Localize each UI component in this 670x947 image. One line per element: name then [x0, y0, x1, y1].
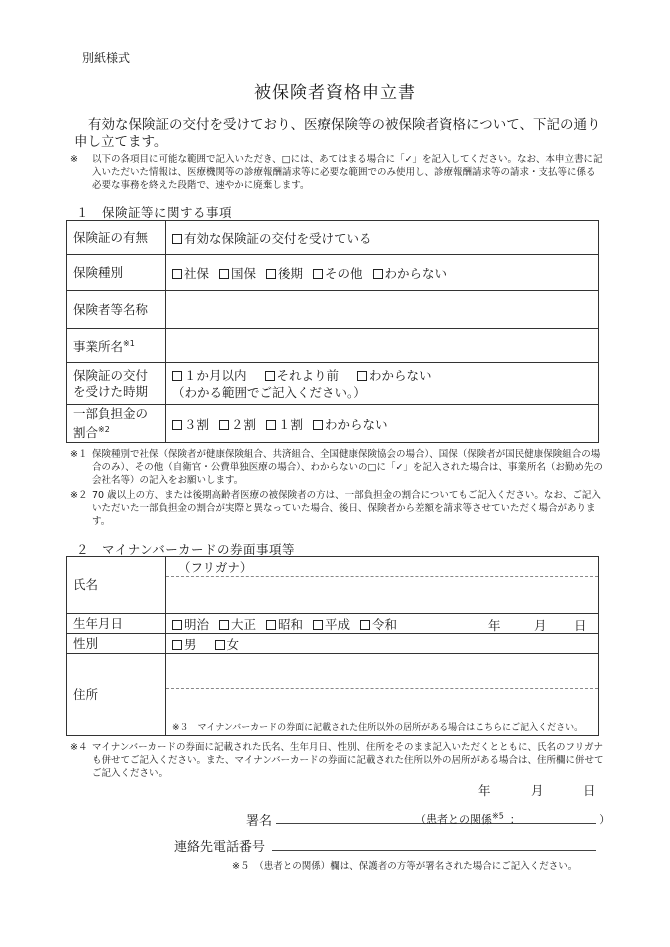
note-4: ※４ マイナンバーカードの券面に記載された氏名、生年月日、性別、住所をそのまま記入いただくとともに、氏名のフリガナも併せてご記入ください。また、マイナンバーカードの券面に記載された住所以外の居所がある場合は、住所欄に併せてご記入ください。 — [70, 742, 604, 779]
date-month-unit: 月 — [531, 783, 544, 798]
checkbox-icon[interactable] — [172, 420, 182, 430]
address-note: ※３ マイナンバーカードの券面に記載された住所以外の居所がある場合はこちらにご記入ください。 — [172, 723, 584, 733]
issue-date-hint: （わかる範囲でご記入ください。） — [172, 384, 366, 400]
checkbox-icon[interactable] — [313, 620, 323, 630]
table-row — [67, 634, 599, 654]
date-year-unit: 年 — [478, 783, 491, 798]
name-label: 氏名 — [67, 557, 166, 614]
insurer-name-label: 保険者等名称 — [67, 291, 166, 329]
checkbox-icon[interactable] — [357, 371, 367, 381]
table-row — [67, 255, 599, 291]
option-30-percent[interactable]: ３割 — [172, 417, 209, 432]
checkbox-icon[interactable] — [266, 269, 276, 279]
signature-label: 署名 — [246, 814, 273, 829]
option-earlier[interactable]: それより前 — [265, 368, 340, 383]
checkbox-icon[interactable] — [172, 371, 182, 381]
phone-line[interactable] — [272, 850, 596, 851]
furigana-field[interactable]: （フリガナ） — [166, 557, 598, 577]
checkbox-icon[interactable] — [373, 269, 383, 279]
option-unknown[interactable]: わからない — [373, 266, 448, 281]
option-other[interactable]: その他 — [313, 266, 363, 281]
option-has-valid-insurance[interactable]: 有効な保険証の交付を受けている — [172, 231, 372, 246]
birth-day-unit: 日 — [574, 618, 587, 633]
gender-label: 性別 — [67, 634, 166, 654]
address-label: 住所 — [67, 654, 166, 736]
option-shaho[interactable]: 社保 — [172, 266, 209, 281]
mynumber-table — [66, 556, 599, 736]
address-field[interactable] — [166, 654, 598, 689]
section1-heading: １ 保険証等に関する事項 — [76, 205, 233, 220]
insurance-type-label: 保険種別 — [67, 255, 166, 291]
checkbox-icon[interactable] — [219, 620, 229, 630]
era-heisei[interactable]: 平成 — [313, 617, 350, 632]
checkbox-icon[interactable] — [266, 620, 276, 630]
insurer-name-field[interactable] — [166, 291, 599, 329]
checkbox-icon[interactable] — [215, 640, 225, 650]
table-row — [67, 654, 599, 736]
option-kouki[interactable]: 後期 — [266, 266, 303, 281]
option-within-month[interactable]: １か月以内 — [172, 368, 247, 383]
option-10-percent[interactable]: １割 — [266, 417, 303, 432]
checkbox-icon[interactable] — [219, 269, 229, 279]
checkbox-icon[interactable] — [172, 620, 182, 630]
era-reiwa[interactable]: 令和 — [360, 617, 397, 632]
option-kokuho[interactable]: 国保 — [219, 266, 256, 281]
option-ratio-unknown[interactable]: わからない — [313, 417, 388, 432]
table-row — [67, 405, 599, 443]
employer-name-label: 事業所名$^{※1}$ — [67, 329, 166, 363]
checkbox-icon[interactable] — [266, 420, 276, 430]
privacy-notice: ※ 以下の各項目に可能な範囲で記入いただき、□には、あてはまる場合に「✓」を記入してください。なお、本申立書に記入いただいた情報は、医療機関等の診療報酬請求等に必要な範囲でのみ使用し、診療報酬請求等の請求・支払等に係る必要な事務を終えた段階で、速やかに廃棄します。 — [70, 154, 603, 191]
era-meiji[interactable]: 明治 — [172, 617, 209, 632]
gender-male[interactable]: 男 — [172, 637, 197, 652]
era-taisho[interactable]: 大正 — [219, 617, 256, 632]
phone-label: 連絡先電話番号 — [174, 840, 266, 855]
page-title: 被保険者資格申立書 — [254, 83, 416, 103]
intro-text: 有効な保険証の交付を受けており、医療保険等の被保険者資格について、下記の通り申し立てます。 — [74, 117, 601, 150]
birthdate-label: 生年月日 — [67, 614, 166, 634]
checkbox-icon[interactable] — [360, 620, 370, 630]
era-showa[interactable]: 昭和 — [266, 617, 303, 632]
insurance-table — [66, 220, 599, 443]
table-row — [67, 557, 599, 614]
birth-year-unit: 年 — [488, 618, 501, 633]
note-2: ※２ 70 歳以上の方、または後期高齢者医療の被保険者の方は、一部負担金の割合についてもご記入ください。なお、ご記入いただいた一部負担金の割合が実際と異なっていた場合、後日、保険者から差額を請求等させていただく場合があります。 — [70, 490, 601, 527]
birth-month-unit: 月 — [534, 618, 547, 633]
relation-field[interactable]: （患者との関係$^{※5}$ ： ） — [415, 811, 611, 826]
name-field[interactable] — [166, 577, 598, 613]
checkbox-icon[interactable] — [172, 640, 182, 650]
table-row — [67, 329, 599, 363]
option-issue-unknown[interactable]: わからない — [357, 368, 432, 383]
table-row — [67, 363, 599, 405]
checkbox-icon[interactable] — [313, 269, 323, 279]
table-row — [67, 291, 599, 329]
checkbox-icon[interactable] — [172, 234, 182, 244]
checkbox-icon[interactable] — [265, 371, 275, 381]
form-corner-label: 別紙様式 — [82, 51, 131, 65]
table-row — [67, 221, 599, 255]
insurance-status-label: 保険証の有無 — [67, 221, 166, 255]
note-5: ※５ （患者との関係）欄は、保護者の方等が署名された場合にご記入ください。 — [232, 861, 578, 872]
checkbox-icon[interactable] — [219, 420, 229, 430]
option-20-percent[interactable]: ２割 — [219, 417, 256, 432]
section2-heading: ２ マイナンバーカードの券面事項等 — [76, 542, 296, 557]
gender-female[interactable]: 女 — [215, 637, 240, 652]
checkbox-icon[interactable] — [313, 420, 323, 430]
note-1: ※１ 保険種別で社保（保険者が健康保険組合、共済組合、全国健康保険協会の場合）、国保（保険者が国民健康保険組合の場合のみ）、その他（自衛官・公費単独医療の場合）、わからないの□に「✓」を記入された場合は、事業所名（お勤め先の会社名等）の記入をお願いします。 — [70, 449, 603, 486]
copay-ratio-label: 一部負担金の割合$^{※2}$ — [67, 405, 166, 443]
employer-name-field[interactable] — [166, 329, 599, 363]
issue-date-label: 保険証の交付を受けた時期 — [67, 363, 166, 405]
table-row — [67, 614, 599, 634]
residence-field[interactable] — [166, 689, 598, 735]
checkbox-icon[interactable] — [172, 269, 182, 279]
date-day-unit: 日 — [583, 783, 596, 798]
